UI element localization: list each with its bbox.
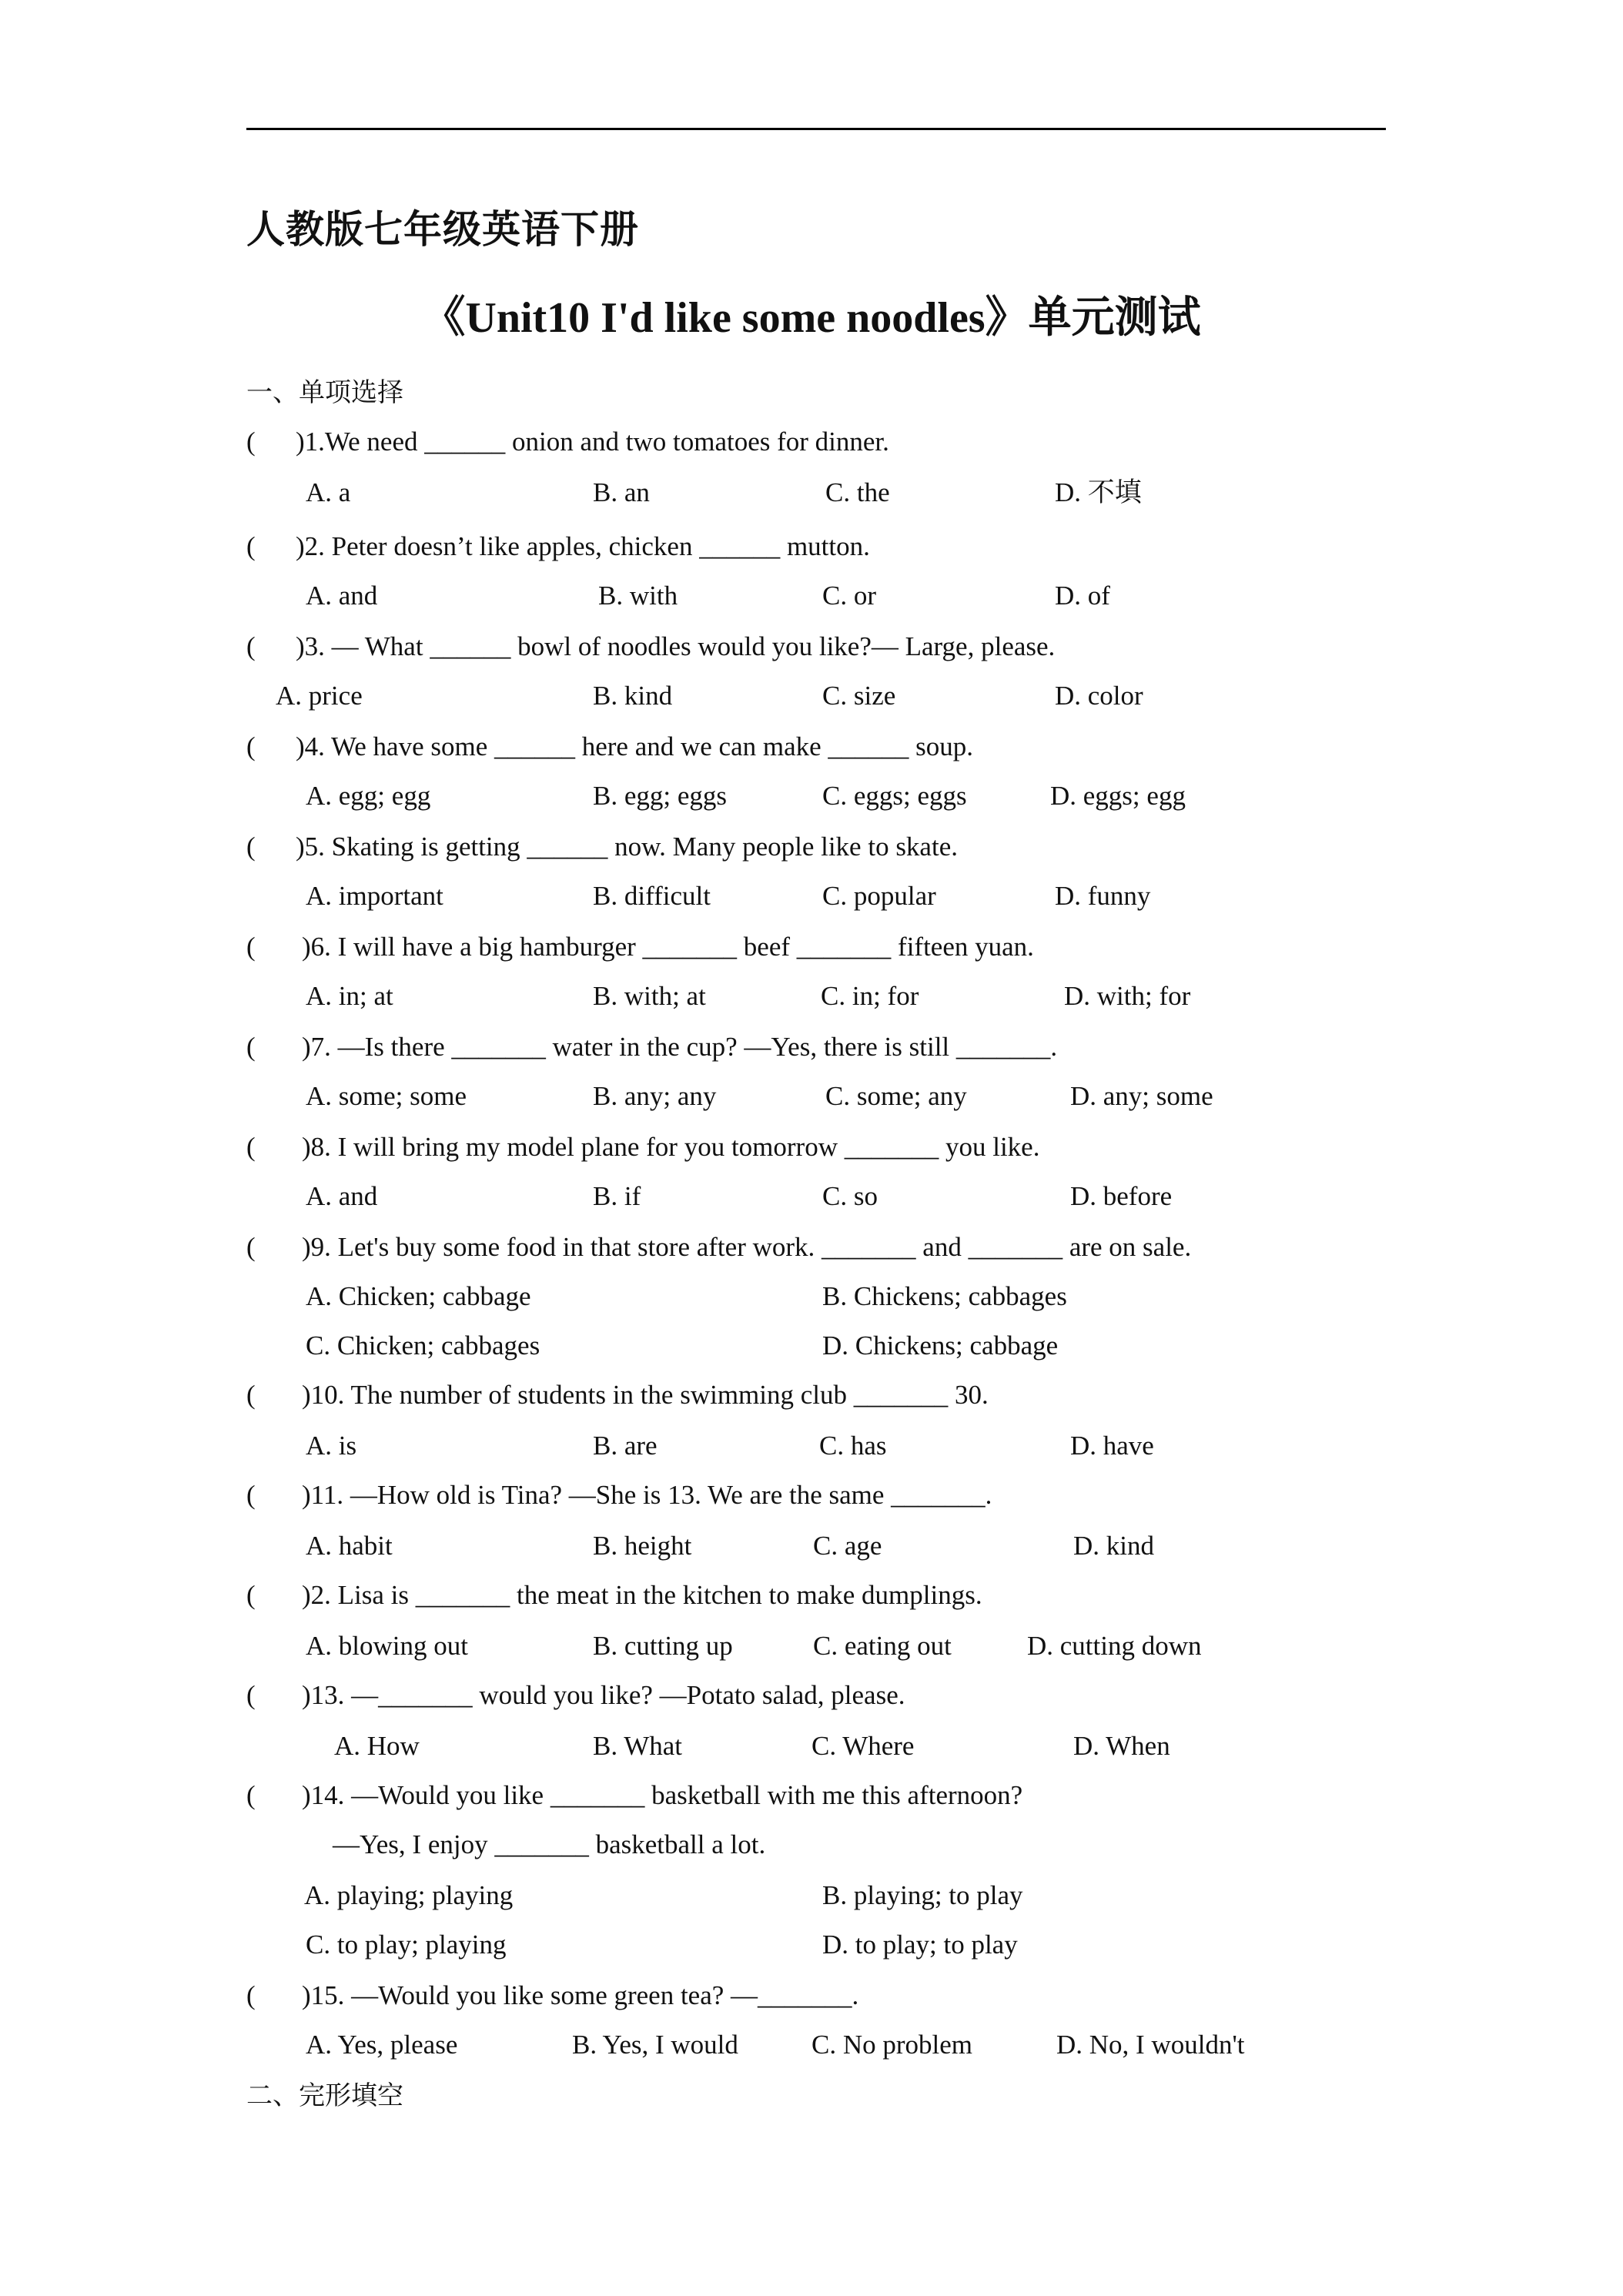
question-stem: )15. —Would you like some green tea? —_______. [302, 1980, 859, 2010]
question-6 [246, 930, 1034, 964]
option-b: B. with [598, 581, 678, 611]
option-c: C. popular [822, 881, 936, 911]
option-c: C. so [822, 1181, 878, 1211]
option-c: C. Chicken; cabbages [306, 1330, 540, 1361]
question-8 [246, 1130, 1039, 1164]
question-stem: )8. I will bring my model plane for you tomorrow _______ you like. [302, 1132, 1040, 1162]
option-d: D. No, I wouldn't [1056, 2030, 1245, 2060]
option-a: A. How [334, 1731, 420, 1761]
option-c: C. No problem [812, 2030, 973, 2060]
answer-paren: ( [246, 1780, 256, 1810]
option-c: C. size [822, 681, 896, 711]
question-11 [246, 1478, 992, 1512]
option-c: C. eggs; eggs [822, 781, 967, 811]
question-stem: )2. Lisa is _______ the meat in the kitchen to make dumplings. [302, 1580, 982, 1610]
option-d: D. eggs; egg [1050, 781, 1186, 811]
answer-paren: ( [246, 1032, 256, 1062]
question-7 [246, 1030, 1057, 1064]
header-rule [246, 128, 1386, 130]
option-a: A. habit [306, 1531, 393, 1561]
option-a: A. Chicken; cabbage [306, 1281, 531, 1311]
section-heading-cloze: 二、完形填空 [246, 2080, 403, 2111]
option-b: B. with; at [593, 981, 706, 1011]
answer-paren: ( [246, 631, 256, 661]
option-b: B. an [593, 477, 650, 507]
option-b: B. are [593, 1431, 658, 1461]
option-b: B. egg; eggs [593, 781, 728, 811]
question-3 [246, 630, 1055, 664]
option-d: D. of [1055, 581, 1110, 611]
option-b: B. difficult [593, 881, 711, 911]
document-title: 人教版七年级英语下册 [246, 206, 639, 252]
option-c: C. eating out [813, 1631, 952, 1661]
answer-paren: ( [246, 731, 256, 761]
question-stem: )9. Let's buy some food in that store after work. _______ and _______ are on sale. [302, 1232, 1192, 1262]
option-a: A. Yes, please [306, 2030, 458, 2060]
option-d: D. Chickens; cabbage [822, 1330, 1059, 1361]
question-stem: )1.We need ______ onion and two tomatoes for dinner. [296, 427, 889, 457]
option-a: A. and [306, 581, 378, 611]
option-a: A. in; at [306, 981, 393, 1011]
option-b: B. kind [593, 681, 673, 711]
option-a: A. some; some [306, 1081, 467, 1111]
question-1 [246, 425, 889, 459]
option-b: B. height [593, 1531, 692, 1561]
question-stem: )7. —Is there _______ water in the cup? —Yes, there is still _______. [302, 1032, 1058, 1062]
question-14-reply: —Yes, I enjoy _______ basketball a lot. [333, 1829, 766, 1859]
option-a: A. is [306, 1431, 357, 1461]
document-subtitle: 《Unit10 I'd like some noodles》单元测试 [422, 294, 1201, 342]
question-stem: )2. Peter doesn’t like apples, chicken ______ mutton. [296, 531, 870, 561]
answer-paren: ( [246, 531, 256, 561]
section-heading-multiple-choice: 一、单项选择 [246, 377, 403, 408]
option-d: D. to play; to play [822, 1930, 1018, 1960]
option-d: D. color [1055, 681, 1143, 711]
answer-paren: ( [246, 932, 256, 962]
option-c: C. has [819, 1431, 887, 1461]
option-b: B. What [593, 1731, 683, 1761]
question-stem: )3. — What ______ bowl of noodles would you like?— Large, please. [296, 631, 1056, 661]
option-a: A. egg; egg [306, 781, 431, 811]
option-d: D. kind [1073, 1531, 1154, 1561]
option-a: A. blowing out [306, 1631, 468, 1661]
option-a: A. important [306, 881, 443, 911]
option-b: B. any; any [593, 1081, 717, 1111]
question-stem: )13. —_______ would you like? —Potato salad, please. [302, 1680, 905, 1710]
option-c: C. the [825, 477, 890, 507]
option-c: C. Where [812, 1731, 915, 1761]
question-14 [246, 1779, 1022, 1812]
question-4 [246, 730, 973, 764]
option-c: C. to play; playing [306, 1930, 507, 1960]
option-d: D. cutting down [1027, 1631, 1202, 1661]
question-stem: )10. The number of students in the swimming club _______ 30. [302, 1380, 989, 1410]
answer-paren: ( [246, 1232, 256, 1262]
answer-paren: ( [246, 1380, 256, 1410]
answer-paren: ( [246, 1480, 256, 1510]
option-d: D. with; for [1064, 981, 1191, 1011]
question-stem: )5. Skating is getting ______ now. Many people like to skate. [296, 832, 958, 862]
option-a: A. price [276, 681, 363, 711]
option-d: D. funny [1055, 881, 1151, 911]
answer-paren: ( [246, 1680, 256, 1710]
option-a: A. playing; playing [304, 1880, 514, 1910]
answer-paren: ( [246, 1132, 256, 1162]
option-c: C. or [822, 581, 876, 611]
option-b: B. Chickens; cabbages [822, 1281, 1067, 1311]
option-c: C. in; for [821, 981, 919, 1011]
answer-paren: ( [246, 1580, 256, 1610]
option-a: A. a [306, 477, 351, 507]
question-stem: )14. —Would you like _______ basketball with me this afternoon? [302, 1780, 1023, 1810]
option-a: A. and [306, 1181, 378, 1211]
question-5 [246, 830, 958, 864]
option-b: B. playing; to play [822, 1880, 1023, 1910]
question-15 [246, 1979, 858, 2013]
option-d: D. When [1073, 1731, 1170, 1761]
answer-paren: ( [246, 427, 256, 457]
answer-paren: ( [246, 1980, 256, 2010]
option-d: D. before [1070, 1181, 1173, 1211]
question-stem: )6. I will have a big hamburger _______ beef _______ fifteen yuan. [302, 932, 1034, 962]
question-9 [246, 1230, 1191, 1264]
option-d: D. 不填 [1055, 477, 1142, 507]
question-stem: )11. —How old is Tina? —She is 13. We are the same _______. [302, 1480, 992, 1510]
question-2 [246, 530, 870, 564]
question-stem: )4. We have some ______ here and we can make ______ soup. [296, 731, 974, 761]
option-b: B. cutting up [593, 1631, 733, 1661]
option-b: B. if [593, 1181, 641, 1211]
option-d: D. have [1070, 1431, 1154, 1461]
option-c: C. some; any [825, 1081, 967, 1111]
option-c: C. age [813, 1531, 882, 1561]
question-13 [246, 1678, 905, 1712]
option-b: B. Yes, I would [572, 2030, 738, 2060]
answer-paren: ( [246, 832, 256, 862]
question-10 [246, 1378, 989, 1412]
question-12 [246, 1578, 982, 1612]
option-d: D. any; some [1070, 1081, 1213, 1111]
